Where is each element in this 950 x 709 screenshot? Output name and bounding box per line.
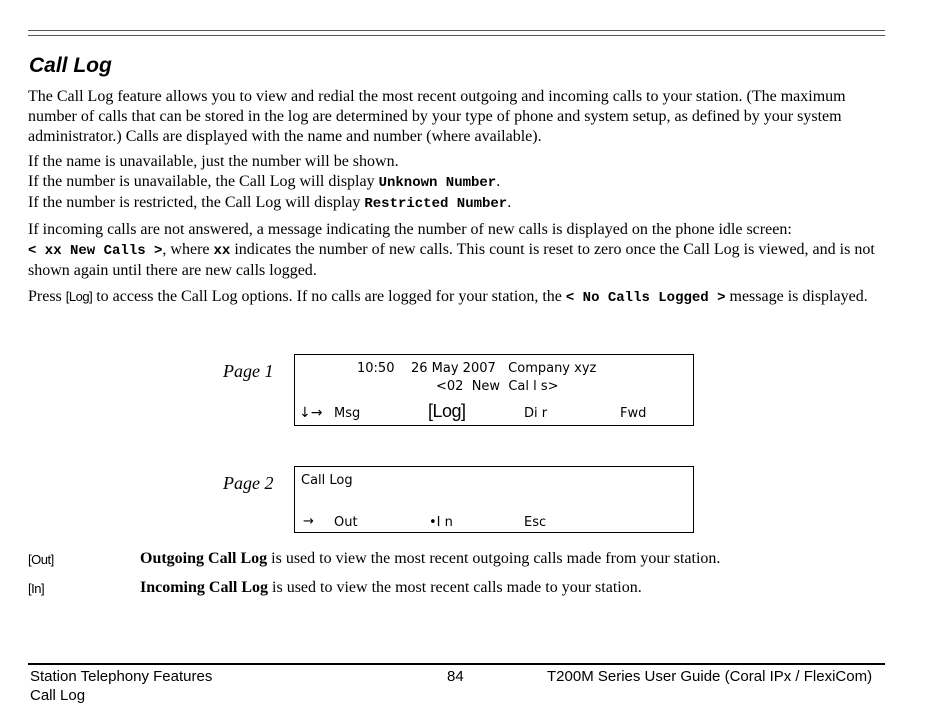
scroll-arrows-icon: ↓→: [299, 405, 323, 421]
line-text: , where: [162, 241, 214, 258]
out-key-label: [Out]: [28, 552, 54, 567]
new-calls-detail: [28, 240, 884, 281]
page-2-label: Page 2: [223, 473, 274, 493]
line-text: .: [507, 194, 512, 211]
availability-paragraph: [28, 152, 884, 214]
softkey-in[interactable]: •I n: [429, 515, 453, 530]
page-1-label: Page 1: [223, 361, 274, 381]
definition-term: Outgoing Call Log: [140, 550, 268, 567]
right-arrow-icon: →: [303, 514, 314, 529]
phone-screen-page-2: [294, 466, 694, 533]
in-definition: [140, 579, 642, 597]
header-rule-lower: [28, 35, 885, 36]
restricted-number-code: Restricted Number: [364, 196, 508, 212]
new-calls-line: <02 New Cal l s>: [436, 379, 559, 394]
definition-text: is used to view the most recent calls made to your station.: [268, 579, 642, 596]
in-key-label: [In]: [28, 581, 45, 596]
softkey-out[interactable]: Out: [334, 515, 358, 530]
line-text: message is displayed.: [725, 288, 868, 305]
number-restricted-line: [28, 193, 884, 214]
screen-title: Call Log: [301, 473, 353, 488]
line-text: If the number is restricted, the Call Log will display: [28, 194, 365, 211]
page-number: 84: [447, 668, 464, 685]
intro-text: The Call Log feature allows you to view and redial the most recent outgoing and incoming calls to your station. (The maximum number of calls that can be stored in the log are determined by your type of phone and system setup, as defined by your system administrator.) Calls are displayed with the name and number (where available).: [28, 88, 846, 145]
section-heading: Call Log: [29, 54, 112, 77]
intro-paragraph: [28, 87, 884, 147]
header-rule-upper: [28, 30, 885, 31]
log-key: [Log]: [65, 289, 93, 304]
definition-term: Incoming Call Log: [140, 579, 269, 596]
no-calls-logged-code: < No Calls Logged >: [565, 290, 726, 306]
new-calls-intro: If incoming calls are not answered, a message indicating the number of new calls is displayed on the phone idle screen:: [28, 221, 792, 238]
unknown-number-code: Unknown Number: [378, 175, 497, 191]
name-unavailable-line: If the name is unavailable, just the number will be shown.: [28, 153, 399, 170]
footer-subsection-title: Call Log: [30, 687, 86, 704]
line-text: Press: [28, 288, 66, 305]
out-definition: [140, 550, 720, 568]
new-calls-code: < xx New Calls >: [28, 243, 163, 259]
softkey-log[interactable]: [Log]: [428, 401, 466, 421]
footer-guide-title: T200M Series User Guide (Coral IPx / FlexiCom): [547, 668, 873, 685]
line-text: to access the Call Log options. If no calls are logged for your station, the: [92, 288, 566, 305]
xx-code: xx: [213, 243, 231, 259]
number-unavailable-line: [28, 172, 884, 193]
footer-section-title: Station Telephony Features: [30, 668, 213, 685]
definition-text: is used to view the most recent outgoing calls made from your station.: [267, 550, 721, 567]
line-text: If the number is unavailable, the Call Log will display: [28, 173, 379, 190]
line-text: indicates the number of new calls. This count is reset to zero once the Call Log is viewed, and is not shown again until there are new calls logged.: [28, 241, 875, 279]
footer-rule: [28, 663, 885, 665]
phone-screen-page-1: [294, 354, 694, 426]
line-text: .: [496, 173, 501, 190]
new-calls-paragraph: [28, 220, 884, 281]
softkey-esc[interactable]: Esc: [524, 515, 547, 530]
date-time-line: 10:50 26 May 2007 Company xyz: [357, 361, 597, 376]
access-paragraph: [28, 287, 884, 308]
softkey-fwd[interactable]: Fwd: [620, 406, 647, 421]
softkey-msg[interactable]: Msg: [334, 406, 361, 421]
softkey-dir[interactable]: Di r: [524, 406, 548, 421]
